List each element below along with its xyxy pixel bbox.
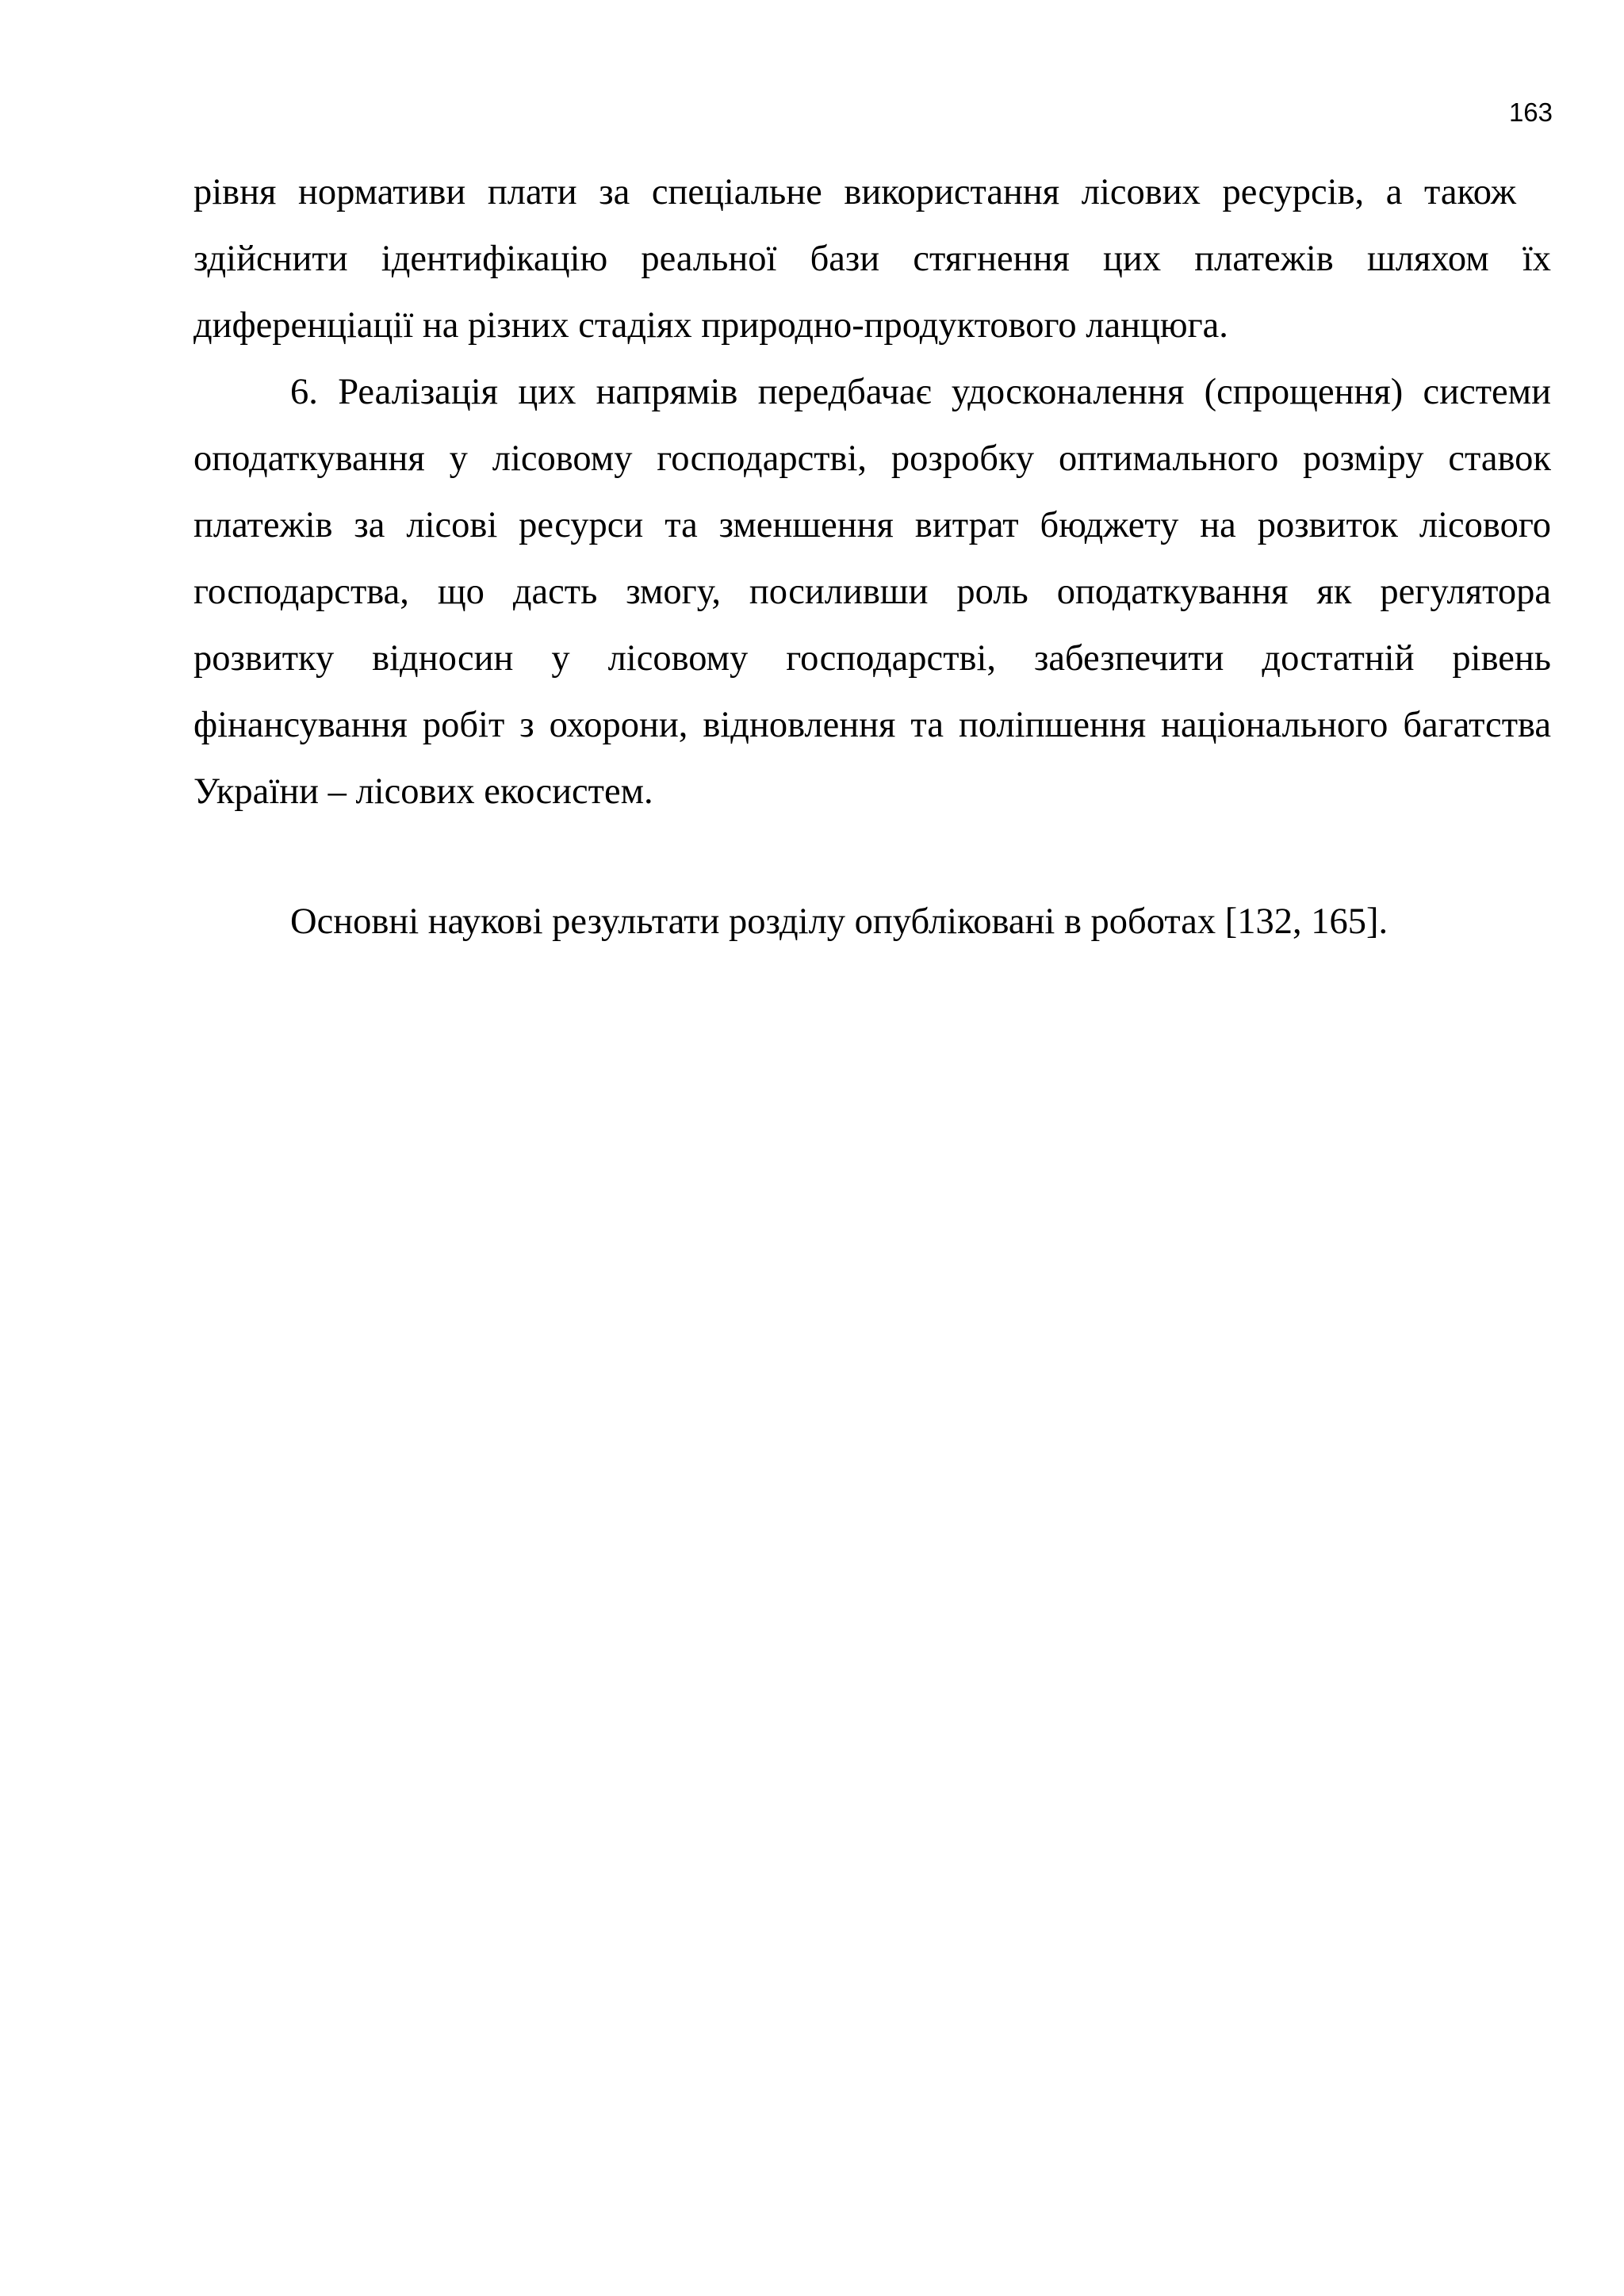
text-line: 6. Реалізація цих напрямів передбачає удосконалення (спрощення) системи bbox=[290, 372, 1551, 412]
text-line: здійснити ідентифікацію реальної бази стягнення цих платежів шляхом їх bbox=[193, 239, 1551, 279]
text-line: оподаткування у лісовому господарстві, розробку оптимального розміру ставок bbox=[193, 438, 1551, 479]
text-line: фінансування робіт з охорони, відновлення та поліпшення національного багатства bbox=[193, 705, 1551, 745]
text-line: розвитку відносин у лісовому господарстві, забезпечити достатній рівень bbox=[193, 638, 1551, 679]
page-number: 163 bbox=[1508, 98, 1553, 127]
text-line: господарства, що дасть змогу, посиливши роль оподаткування як регулятора bbox=[193, 572, 1551, 612]
text-line: рівня нормативи плати за спеціальне використання лісових ресурсів, а також bbox=[193, 172, 1516, 212]
text-line: диференціації на різних стадіях природно-продуктового ланцюга. bbox=[193, 305, 1228, 346]
text-line: платежів за лісові ресурси та зменшення витрат бюджету на розвиток лісового bbox=[193, 505, 1551, 545]
text-line: України – лісових екосистем. bbox=[193, 771, 653, 812]
publications-note: Основні наукові результати розділу опубліковані в роботах [132, 165]. bbox=[290, 901, 1388, 942]
